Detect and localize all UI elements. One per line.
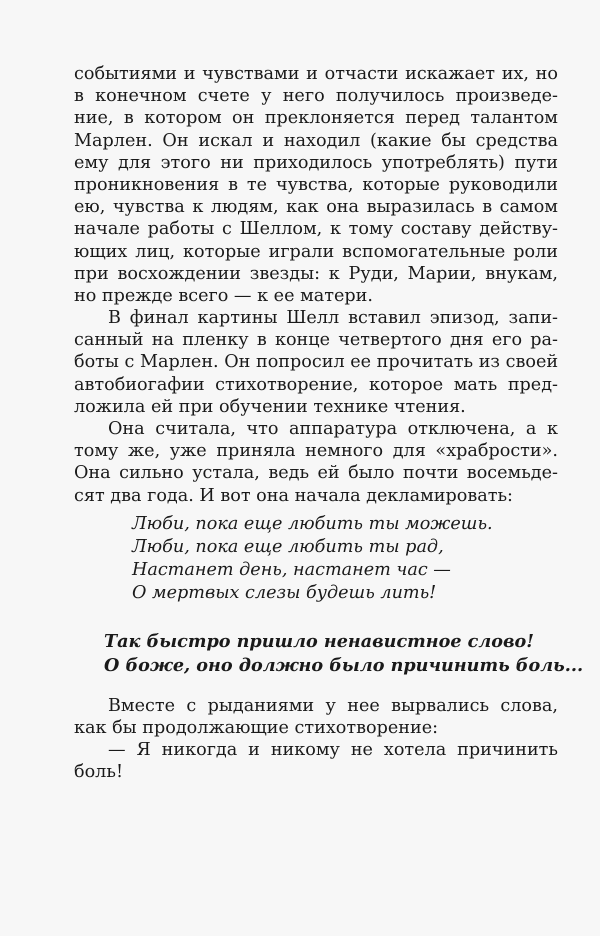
text-line: Она сильно устала, ведь ей было почти восемьде- — [74, 463, 558, 484]
poem-line: Настанет день, настанет час — — [132, 559, 451, 580]
poem-line: Так быстро пришло ненавистное слово! — [104, 630, 534, 652]
text-line: ему для этого ни приходилось употреблять) пути — [74, 152, 558, 173]
poem-line: О мертвых слезы будешь лить! — [132, 582, 437, 603]
text-line: сят два года. И вот она начала декламировать: — [74, 485, 513, 506]
text-line: автобиогафии стихотворение, которое мать пред- — [74, 374, 558, 395]
text-line: событиями и чувствами и отчасти искажает их, но — [74, 64, 558, 84]
paragraph-5 — [74, 739, 558, 783]
text-line: боты с Марлен. Он попросил ее прочитать из своей — [74, 352, 559, 373]
text-line: при восхождении звезды: к Руди, Марии, внукам, — [74, 263, 558, 284]
text-line: Марлен. Он искал и находил (какие бы средства — [74, 130, 558, 151]
text-line: как бы продолжающие стихотворение: — [74, 717, 439, 738]
text-line: ею, чувства к людям, как она выразилась в самом — [74, 197, 558, 218]
paragraph-3 — [74, 418, 558, 507]
text-line: Вместе с рыданиями у нее вырвались слова, — [108, 695, 558, 716]
text-line: — Я никогда и никому не хотела причинить — [108, 740, 558, 761]
text-line: боль! — [74, 762, 124, 783]
text-line: тому же, уже приняла немного для «храбрости». — [74, 441, 558, 462]
text-line: в конечном счете у него получилось произведе- — [74, 86, 558, 107]
text-line: начале работы с Шеллом, к тому составу действу- — [74, 219, 558, 240]
text-line: В финал картины Шелл вставил эпизод, запи- — [108, 308, 558, 329]
poem-line: Люби, пока еще любить ты можешь. — [132, 513, 493, 534]
text-line: ложила ей при обучении технике чтения. — [74, 396, 466, 417]
text-line: но прежде всего — к ее матери. — [74, 285, 373, 306]
text-line: проникновения в те чувства, которые руководили — [74, 174, 558, 195]
poem-line: Люби, пока еще любить ты рад, — [132, 536, 444, 557]
poem-bold-quote — [104, 630, 584, 679]
text-line: Она считала, что аппаратура отключена, а к — [108, 419, 558, 439]
book-page — [74, 63, 584, 784]
paragraph-1 — [74, 63, 558, 307]
text-line: ние, в котором он преклоняется перед талантом — [74, 108, 558, 129]
text-line: санный на пленку в конце четвертого дня его ра- — [74, 330, 558, 351]
paragraph-2 — [74, 307, 558, 418]
text-line: ющих лиц, которые играли вспомогательные роли — [74, 241, 558, 262]
poem-quote — [132, 513, 558, 605]
poem-line: О боже, оно должно было причинить боль... — [104, 654, 584, 676]
paragraph-4 — [74, 695, 558, 739]
